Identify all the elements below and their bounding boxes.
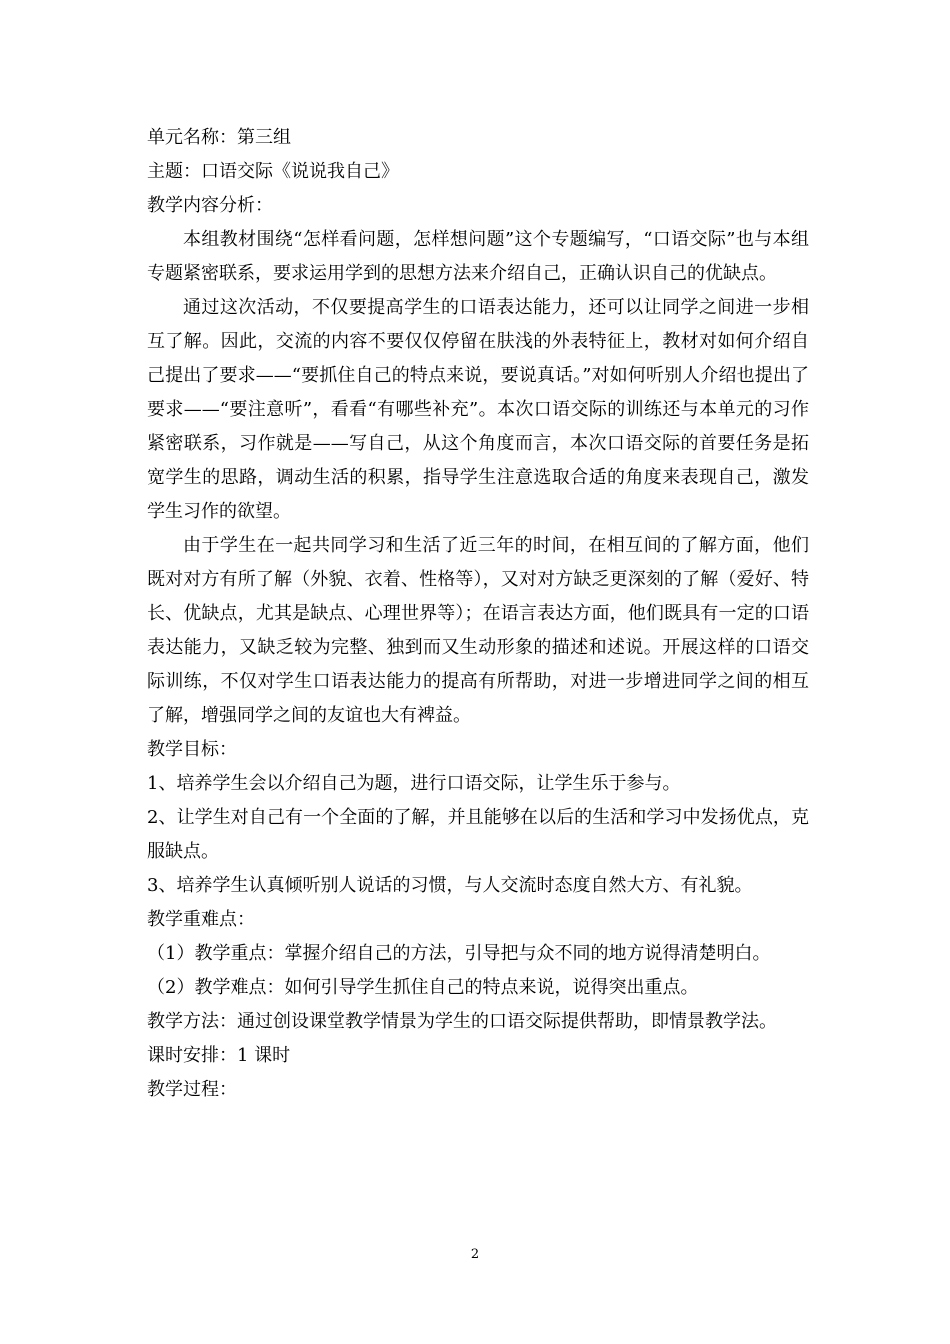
content-analysis-heading: 教学内容分析： [147,195,273,216]
analysis-paragraph: 通过这次活动，不仅要提高学生的口语表达能力，还可以让同学之间进一步相互了解。因此，交流的内容不要仅仅停留在肤浅的外表特征上，教材对如何介绍自己提出了要求——“要抓住自己的特点来说，要说真话。”对如何听别人介绍也提出了要求——“要注意听”，看看“有哪些补充”。本次口语交际的训练还与本单元的习作紧密联系，习作就是——写自己，从这个角度而言，本次口语交际的首要任务是拓宽学生的思路，调动生活的积累，指导学生注意选取合适的角度来表现自己，激发学生习作的欲望。 [147,297,809,522]
analysis-paragraph: 本组教材围绕“怎样看问题，怎样想问题”这个专题编写，“口语交际”也与本组专题紧密联系，要求运用学到的思想方法来介绍自己，正确认识自己的优缺点。 [147,229,809,284]
key-point-item: （1）教学重点：掌握介绍自己的方法，引导把与众不同的地方说得清楚明白。 [147,943,771,964]
unit-name: 单元名称：第三组 [147,127,291,148]
analysis-paragraph: 由于学生在一起共同学习和生活了近三年的时间，在相互间的了解方面，他们既对对方有所了解（外貌、衣着、性格等），又对对方缺乏更深刻的了解（爱好、特长、优缺点，尤其是缺点、心理世界等）；在语言表达方面，他们既具有一定的口语表达能力，又缺乏较为完整、独到而又生动形象的描述和述说。开展这样的口语交际训练，不仅对学生口语表达能力的提高有所帮助，对进一步增进同学之间的相互了解，增强同学之间的友谊也大有裨益。 [147,535,809,726]
key-difficult-heading: 教学重难点： [147,909,255,930]
objective-item: 2、让学生对自己有一个全面的了解，并且能够在以后的生活和学习中发扬优点，克服缺点。 [147,807,809,862]
teaching-method: 教学方法：通过创设课堂教学情景为学生的口语交际提供帮助，即情景教学法。 [147,1011,777,1032]
document-body [147,121,809,1107]
teaching-process-heading: 教学过程： [147,1079,237,1100]
objective-item: 1、培养学生会以介绍自己为题，进行口语交际，让学生乐于参与。 [147,773,681,794]
objective-item: 3、培养学生认真倾听别人说话的习惯，与人交流时态度自然大方、有礼貌。 [147,875,753,896]
theme: 主题：口语交际《说说我自己》 [147,161,399,182]
class-schedule: 课时安排：1 课时 [147,1045,291,1066]
page-number: 2 [470,1247,480,1262]
difficult-point-item: （2）教学难点：如何引导学生抓住自己的特点来说，说得突出重点。 [147,977,699,998]
objectives-heading: 教学目标： [147,739,237,760]
